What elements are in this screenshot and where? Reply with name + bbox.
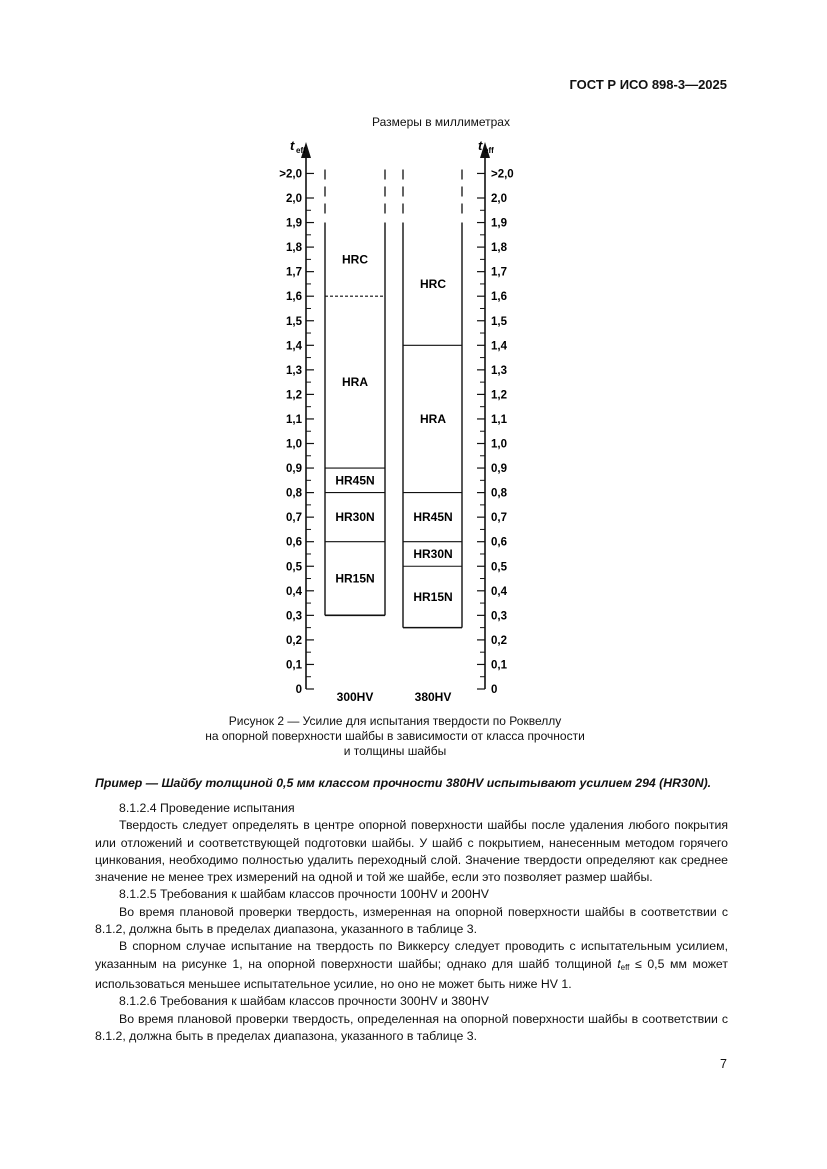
section-8-1-2-5-title: 8.1.2.5 Требования к шайбам классов прочности 100HV и 200HV [119, 887, 489, 902]
right-tick-label: 1,1 [491, 413, 507, 426]
right-tick-label: 0,6 [491, 536, 507, 549]
left-tick-label: 1,8 [286, 242, 302, 255]
page-number: 7 [720, 1057, 727, 1071]
right-tick-label: 1,3 [491, 364, 507, 377]
column-300hv-section-label: HRA [342, 375, 368, 390]
right-tick-label: 1,4 [491, 340, 507, 353]
text-part-a: В спорном случае испытание на твердость по Виккерсу следует проводить с испытательным усилием, указанным на рисунке 1, на опорной поверхности шайбы; однако для шайб толщиной [95, 939, 728, 971]
section-8-1-2-5-text-2 [95, 938, 728, 993]
units-note: Размеры в миллиметрах [372, 115, 510, 129]
left-tick-label: 0,1 [286, 659, 302, 672]
section-8-1-2-4-title: 8.1.2.4 Проведение испытания [119, 801, 295, 815]
left-tick-label: 0,6 [286, 536, 302, 549]
example-note: Пример — Шайбу толщиной 0,5 мм классом прочности 380HV испытывают усилием 294 (HR30N). [95, 776, 712, 790]
caption-line-3: и толщины шайбы [343, 744, 447, 758]
section-8-1-2-5-text-1: Во время плановой проверки твердость, измеренная на опорной поверхности шайбы в соответствии с 8.1.2, должна быть в пределах диапазона, указанного в таблице 3. [95, 904, 728, 937]
column-300hv-section-label: HRC [342, 252, 368, 267]
right-tick-label: 0,5 [491, 561, 507, 574]
right-tick-label: 1,6 [491, 291, 507, 304]
right-tick-label: 0,2 [491, 634, 507, 647]
right-tick-label: 2,0 [491, 193, 507, 205]
right-tick-label: 0,9 [491, 463, 507, 476]
hardness-figure [250, 130, 570, 710]
left-axis-label: t [290, 138, 295, 153]
right-tick-label: 1,7 [491, 266, 507, 279]
right-axis-label-sub: eff [484, 146, 494, 155]
right-tick-label: 0,3 [491, 610, 507, 623]
left-tick-label: 0,7 [286, 512, 302, 525]
column-300hv-section-label: HR45N [335, 473, 375, 488]
column-380hv-section-label: HRC [420, 276, 446, 291]
left-tick-label: 0,4 [286, 585, 302, 598]
right-tick-label: 0,4 [491, 585, 507, 598]
left-tick-label: 1,7 [286, 266, 302, 279]
left-tick-label: 0,9 [286, 463, 302, 476]
right-tick-label: 1,9 [491, 217, 507, 230]
left-axis-label-sub: eff [296, 146, 306, 155]
section-8-1-2-6-text: Во время плановой проверки твердость, определенная на опорной поверхности шайбы в соответствии с 8.1.2, должна быть в пределах диапазона, указанного в таблице 3. [95, 1011, 728, 1043]
left-tick-label: 1,4 [286, 340, 302, 353]
column-380hv-section-label: HR45N [413, 510, 453, 525]
right-tick-label: 0,7 [491, 512, 507, 525]
left-tick-label: 0 [295, 684, 302, 696]
left-tick-label: 1,6 [286, 291, 302, 304]
section-8-1-2-6-title: 8.1.2.6 Требования к шайбам классов прочности 300HV и 380HV [119, 994, 489, 1009]
right-tick-label: 1,5 [491, 315, 507, 328]
section-8-1-2-4-text: Твердость следует определять в центре опорной поверхности шайбы после удаления любого покрытия или отложений и соответствующей подготовки шайбы. У шайб с покрытием, нанесенным методом горячего цинкования, необходимо полностью удалить переходный слой. Значение твердости определяют как среднее значение не менее трех измерений на одной и той же шайбе, если это позволяет размер шайбы. [95, 818, 728, 885]
left-tick-label: 2,0 [286, 193, 302, 205]
teff-subscript: eff [620, 962, 630, 972]
body-text [95, 800, 728, 1045]
right-tick-label: 1,2 [491, 389, 507, 402]
column-380hv-name: 380HV [414, 690, 452, 704]
text-part-b: ≤ 0,5 мм может использоваться меньшее испытательное усилие, но оно не может быть ниже HV 1. [95, 956, 728, 991]
document-header: ГОСТ Р ИСО 898-3—2025 [569, 77, 727, 92]
right-tick-label: 0,8 [491, 487, 507, 500]
left-tick-label: 0,8 [286, 487, 302, 500]
column-380hv-section-label: HRA [420, 411, 446, 426]
right-tick-label: >2,0 [491, 168, 514, 181]
column-300hv-name: 300HV [336, 690, 374, 704]
caption-line-1: Рисунок 2 — Усилие для испытания твердости по Роквеллу [228, 714, 562, 728]
left-tick-label: >2,0 [279, 168, 302, 181]
left-tick-label: 0,3 [286, 610, 302, 623]
left-tick-label: 1,0 [286, 438, 302, 451]
column-380hv-section-label: HR30N [413, 546, 453, 561]
right-tick-label: 1,0 [491, 438, 507, 451]
column-300hv-section-label: HR15N [335, 571, 375, 586]
column-300hv-section-label: HR30N [335, 510, 375, 525]
right-tick-label: 1,8 [491, 242, 507, 255]
right-axis-label: t [478, 138, 483, 153]
figure-caption [185, 714, 605, 759]
left-tick-label: 0,2 [286, 634, 302, 647]
left-tick-label: 1,2 [286, 389, 302, 402]
teff-symbol: t [617, 956, 621, 971]
right-tick-label: 0 [491, 684, 498, 696]
caption-line-2: на опорной поверхности шайбы в зависимости от класса прочности [205, 729, 585, 743]
right-tick-label: 0,1 [491, 659, 507, 672]
left-tick-label: 1,3 [286, 364, 302, 377]
column-380hv-section-label: HR15N [413, 589, 453, 604]
left-tick-label: 0,5 [286, 561, 302, 574]
left-tick-label: 1,1 [286, 413, 302, 426]
left-tick-label: 1,9 [286, 217, 302, 230]
left-tick-label: 1,5 [286, 315, 302, 328]
